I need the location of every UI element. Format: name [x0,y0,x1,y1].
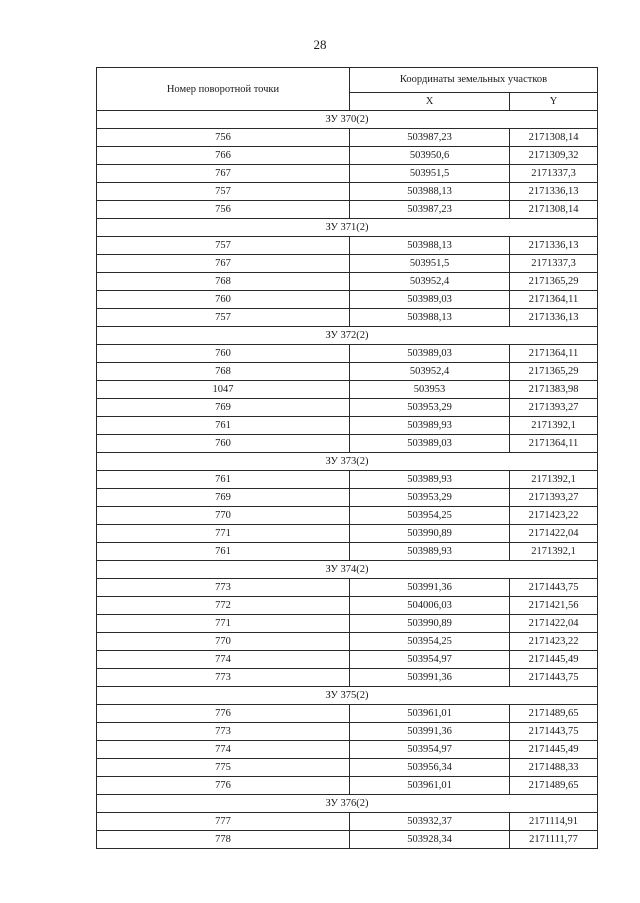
y-cell: 2171336,13 [510,183,598,201]
y-cell: 2171364,11 [510,435,598,453]
point-number-cell: 1047 [97,381,350,399]
section-row [97,687,598,705]
y-cell: 2171308,14 [510,129,598,147]
table-row [97,291,598,309]
section-row [97,219,598,237]
y-cell: 2171392,1 [510,417,598,435]
table-row [97,831,598,849]
table-row [97,813,598,831]
x-cell: 503991,36 [350,579,510,597]
point-number-cell: 768 [97,363,350,381]
section-row [97,111,598,129]
x-cell: 503954,97 [350,651,510,669]
x-cell: 503952,4 [350,273,510,291]
point-number-cell: 761 [97,417,350,435]
coordinates-table [96,67,598,849]
y-cell: 2171336,13 [510,237,598,255]
table-row [97,309,598,327]
point-number-cell: 761 [97,471,350,489]
y-cell: 2171336,13 [510,309,598,327]
point-number-cell: 774 [97,741,350,759]
table-row [97,633,598,651]
point-number-cell: 776 [97,777,350,795]
header-y: Y [510,92,598,110]
y-cell: 2171383,98 [510,381,598,399]
table-row [97,759,598,777]
table-row [97,435,598,453]
x-cell: 503951,5 [350,165,510,183]
y-cell: 2171422,04 [510,525,598,543]
table-row [97,705,598,723]
table-row [97,273,598,291]
y-cell: 2171393,27 [510,399,598,417]
x-cell: 503988,13 [350,237,510,255]
point-number-cell: 757 [97,183,350,201]
point-number-cell: 777 [97,813,350,831]
point-number-cell: 756 [97,129,350,147]
point-number-cell: 767 [97,165,350,183]
point-number-cell: 761 [97,543,350,561]
x-cell: 503990,89 [350,525,510,543]
table-row [97,669,598,687]
table-row [97,777,598,795]
section-title: ЗУ 372(2) [97,327,598,345]
table-row [97,543,598,561]
point-number-cell: 771 [97,615,350,633]
y-cell: 2171443,75 [510,669,598,687]
x-cell: 503987,23 [350,201,510,219]
table-row [97,597,598,615]
table-row [97,651,598,669]
y-cell: 2171423,22 [510,507,598,525]
x-cell: 503928,34 [350,831,510,849]
point-number-cell: 776 [97,705,350,723]
point-number-cell: 773 [97,579,350,597]
point-number-cell: 770 [97,507,350,525]
x-cell: 503987,23 [350,129,510,147]
table-row [97,507,598,525]
x-cell: 503950,6 [350,147,510,165]
section-row [97,561,598,579]
table-row [97,255,598,273]
y-cell: 2171393,27 [510,489,598,507]
table-body [97,111,598,849]
x-cell: 503988,13 [350,183,510,201]
point-number-cell: 756 [97,201,350,219]
point-number-cell: 770 [97,633,350,651]
point-number-cell: 775 [97,759,350,777]
point-number-cell: 760 [97,291,350,309]
point-number-cell: 772 [97,597,350,615]
page-number: 28 [313,37,327,52]
y-cell: 2171421,56 [510,597,598,615]
table-row [97,615,598,633]
table-row [97,201,598,219]
y-cell: 2171488,33 [510,759,598,777]
point-number-cell: 773 [97,723,350,741]
y-cell: 2171111,77 [510,831,598,849]
table-row [97,237,598,255]
table-row [97,489,598,507]
x-cell: 503953 [350,381,510,399]
x-cell: 503953,29 [350,489,510,507]
header-coordinates: Координаты земельных участков [350,68,598,93]
section-title: ЗУ 375(2) [97,687,598,705]
x-cell: 503988,13 [350,309,510,327]
table-row [97,723,598,741]
point-number-cell: 757 [97,309,350,327]
x-cell: 503956,34 [350,759,510,777]
x-cell: 503989,03 [350,345,510,363]
y-cell: 2171337,3 [510,165,598,183]
point-number-cell: 769 [97,399,350,417]
section-row [97,327,598,345]
y-cell: 2171365,29 [510,273,598,291]
table-header [97,68,598,111]
table-row [97,147,598,165]
x-cell: 503952,4 [350,363,510,381]
point-number-cell: 767 [97,255,350,273]
point-number-cell: 757 [97,237,350,255]
point-number-cell: 774 [97,651,350,669]
table-row [97,741,598,759]
y-cell: 2171392,1 [510,543,598,561]
x-cell: 503954,25 [350,633,510,651]
point-number-cell: 760 [97,345,350,363]
table-row [97,417,598,435]
x-cell: 503961,01 [350,705,510,723]
section-title: ЗУ 374(2) [97,561,598,579]
table-row [97,363,598,381]
table-row [97,129,598,147]
y-cell: 2171443,75 [510,579,598,597]
point-number-cell: 769 [97,489,350,507]
section-row [97,453,598,471]
x-cell: 503954,97 [350,741,510,759]
table-row [97,471,598,489]
x-cell: 503932,37 [350,813,510,831]
x-cell: 503951,5 [350,255,510,273]
x-cell: 503991,36 [350,669,510,687]
y-cell: 2171365,29 [510,363,598,381]
section-title: ЗУ 373(2) [97,453,598,471]
y-cell: 2171364,11 [510,345,598,363]
y-cell: 2171489,65 [510,777,598,795]
point-number-cell: 760 [97,435,350,453]
table-row [97,525,598,543]
x-cell: 503953,29 [350,399,510,417]
point-number-cell: 766 [97,147,350,165]
y-cell: 2171445,49 [510,651,598,669]
section-title: ЗУ 371(2) [97,219,598,237]
y-cell: 2171309,32 [510,147,598,165]
table-row [97,183,598,201]
header-x: X [350,92,510,110]
point-number-cell: 771 [97,525,350,543]
y-cell: 2171308,14 [510,201,598,219]
y-cell: 2171114,91 [510,813,598,831]
table-row [97,579,598,597]
y-cell: 2171392,1 [510,471,598,489]
y-cell: 2171364,11 [510,291,598,309]
y-cell: 2171443,75 [510,723,598,741]
section-title: ЗУ 376(2) [97,795,598,813]
y-cell: 2171489,65 [510,705,598,723]
y-cell: 2171422,04 [510,615,598,633]
x-cell: 503989,93 [350,417,510,435]
section-row [97,795,598,813]
x-cell: 504006,03 [350,597,510,615]
table-row [97,165,598,183]
y-cell: 2171445,49 [510,741,598,759]
point-number-cell: 768 [97,273,350,291]
x-cell: 503990,89 [350,615,510,633]
x-cell: 503989,03 [350,435,510,453]
section-title: ЗУ 370(2) [97,111,598,129]
table-row [97,399,598,417]
x-cell: 503954,25 [350,507,510,525]
header-point-number: Номер поворотной точки [97,68,350,111]
y-cell: 2171337,3 [510,255,598,273]
x-cell: 503989,03 [350,291,510,309]
y-cell: 2171423,22 [510,633,598,651]
x-cell: 503989,93 [350,471,510,489]
table-row [97,345,598,363]
x-cell: 503989,93 [350,543,510,561]
point-number-cell: 778 [97,831,350,849]
table-row [97,381,598,399]
x-cell: 503991,36 [350,723,510,741]
point-number-cell: 773 [97,669,350,687]
x-cell: 503961,01 [350,777,510,795]
